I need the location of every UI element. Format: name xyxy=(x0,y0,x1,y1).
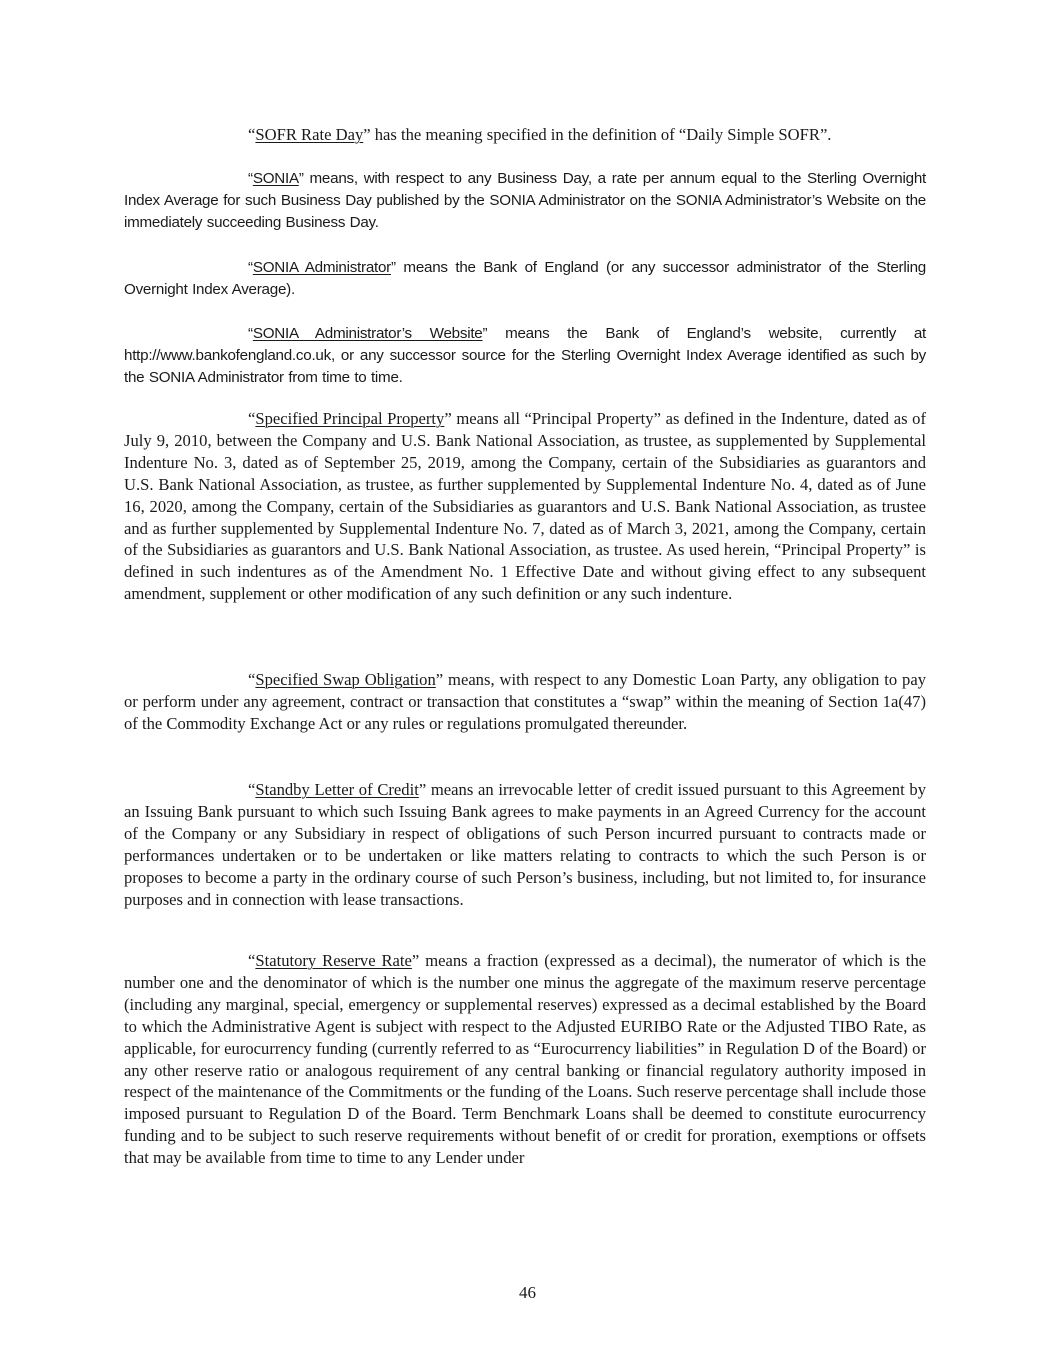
open-quote: “ xyxy=(248,409,256,428)
open-quote: “ xyxy=(248,780,256,799)
defined-term: SOFR Rate Day xyxy=(255,125,364,144)
definition-statutory-reserve-rate xyxy=(124,950,926,1169)
definition-body: means, with respect to any Business Day, a rate per annum equal to the Sterling Overnight Index Average for such Business Day published by the SONIA Administrator on the SONIA Administrator’s Website on the immediately succeeding Business Day. xyxy=(124,170,926,231)
definition-body: means an irrevocable letter of credit issued pursuant to this Agreement by an Issuing Bank pursuant to which such Issuing Bank agrees to make payments in an Agreed Currency for the account of the Company or any Subsidiary in respect of obligations of such Person incurred pursuant to contracts made or performances undertaken or to be undertaken or like matters relating to contracts to which the such Person is or proposes to become a party in the ordinary course of such Person’s business, including, but not limited to, for insurance purposes and in connection with lease transactions. xyxy=(124,780,926,909)
definition-body: means, with respect to any Domestic Loan Party, any obligation to pay or perform under any agreement, contract or transaction that constitutes a “swap” within the meaning of Section 1a(47) of the Commodity Exchange Act or any rules or regulations promulgated thereunder. xyxy=(124,670,927,733)
open-quote: “ xyxy=(248,325,253,342)
close-quote: ” xyxy=(411,951,420,970)
definition-body: means the Bank of England’s website, currently at http://www.bankofengland.co.uk, or any successor source for the Sterling Overnight Index Average identified as such by the SONIA Administrator from time to time. xyxy=(124,325,926,386)
defined-term: Specified Swap Obligation xyxy=(255,670,436,689)
close-quote: ” xyxy=(363,125,371,144)
close-quote: ” xyxy=(418,780,427,799)
open-quote: “ xyxy=(248,125,256,144)
close-quote: ” xyxy=(298,170,304,187)
defined-term: Statutory Reserve Rate xyxy=(255,951,412,970)
open-quote: “ xyxy=(248,170,253,187)
defined-term: SONIA Administrator xyxy=(252,259,391,276)
close-quote: ” xyxy=(482,325,488,342)
defined-term: Specified Principal Property xyxy=(255,409,445,428)
open-quote: “ xyxy=(248,259,253,276)
definition-body: means all “Principal Property” as defined in the Indenture, dated as of July 9, 2010, between the Company and U.S. Bank National Association, as trustee, as supplemented by Supplemental Indenture No. 3, dated as of September 25, 2019, among the Company, certain of the Subsidiaries as guarantors and U.S. Bank National Association, as trustee, as further supplemented by Supplemental Indenture No. 4, dated as of June 16, 2020, among the Company, certain of the Subsidiaries as guarantors and U.S. Bank National Association, as trustee and as further supplemented by Supplemental Indenture No. 7, dated as of March 3, 2021, among the Company, certain of the Subsidiaries as guarantors and U.S. Bank National Association, as trustee. As used herein, “Principal Property” is defined in such indentures as of the Amendment No. 1 Effective Date and without giving effect to any subsequent amendment, supplement or other modification of any such definition or any such indenture. xyxy=(124,409,926,604)
page-number: 46 xyxy=(519,1283,536,1302)
definition-sofr-rate-day xyxy=(124,124,926,146)
close-quote: ” xyxy=(444,409,452,428)
definition-standby-letter-of-credit xyxy=(124,779,926,910)
defined-term: Standby Letter of Credit xyxy=(255,780,419,799)
open-quote: “ xyxy=(248,670,256,689)
open-quote: “ xyxy=(248,951,256,970)
definition-body: means the Bank of England (or any successor administrator of the Sterling Overnight Index Average). xyxy=(124,259,926,298)
definition-body: means a fraction (expressed as a decimal), the numerator of which is the number one and the denominator of which is the number one minus the aggregate of the maximum reserve percentage (including any marginal, special, emergency or supplemental reserves) expressed as a decimal established by the Board to which the Administrative Agent is subject with respect to the Adjusted EURIBO Rate or the Adjusted TIBO Rate, as applicable, for eurocurrency funding (currently referred to as “Eurocurrency liabilities” in Regulation D of the Board) or any other reserve ratio or analogous requirement of any central banking or financial regulatory authority imposed in respect of the maintenance of the Commitments or the funding of the Loans. Such reserve percentage shall include those imposed pursuant to Regulation D of the Board. Term Benchmark Loans shall be deemed to constitute eurocurrency funding and to be subject to such reserve requirements without benefit of or credit for proration, exemptions or offsets that may be available from time to time to any Lender under xyxy=(124,951,927,1168)
definition-specified-principal-property xyxy=(124,408,926,605)
definition-sonia-administrator xyxy=(124,257,926,301)
defined-term: SONIA xyxy=(252,170,299,187)
definition-specified-swap-obligation xyxy=(124,669,926,735)
definition-sonia xyxy=(124,168,926,234)
definition-sonia-administrators-website xyxy=(124,323,926,389)
close-quote: ” xyxy=(390,259,396,276)
definition-body: has the meaning specified in the definition of “Daily Simple SOFR”. xyxy=(370,125,832,144)
defined-term: SONIA Administrator’s Website xyxy=(252,325,483,342)
close-quote: ” xyxy=(435,670,444,689)
